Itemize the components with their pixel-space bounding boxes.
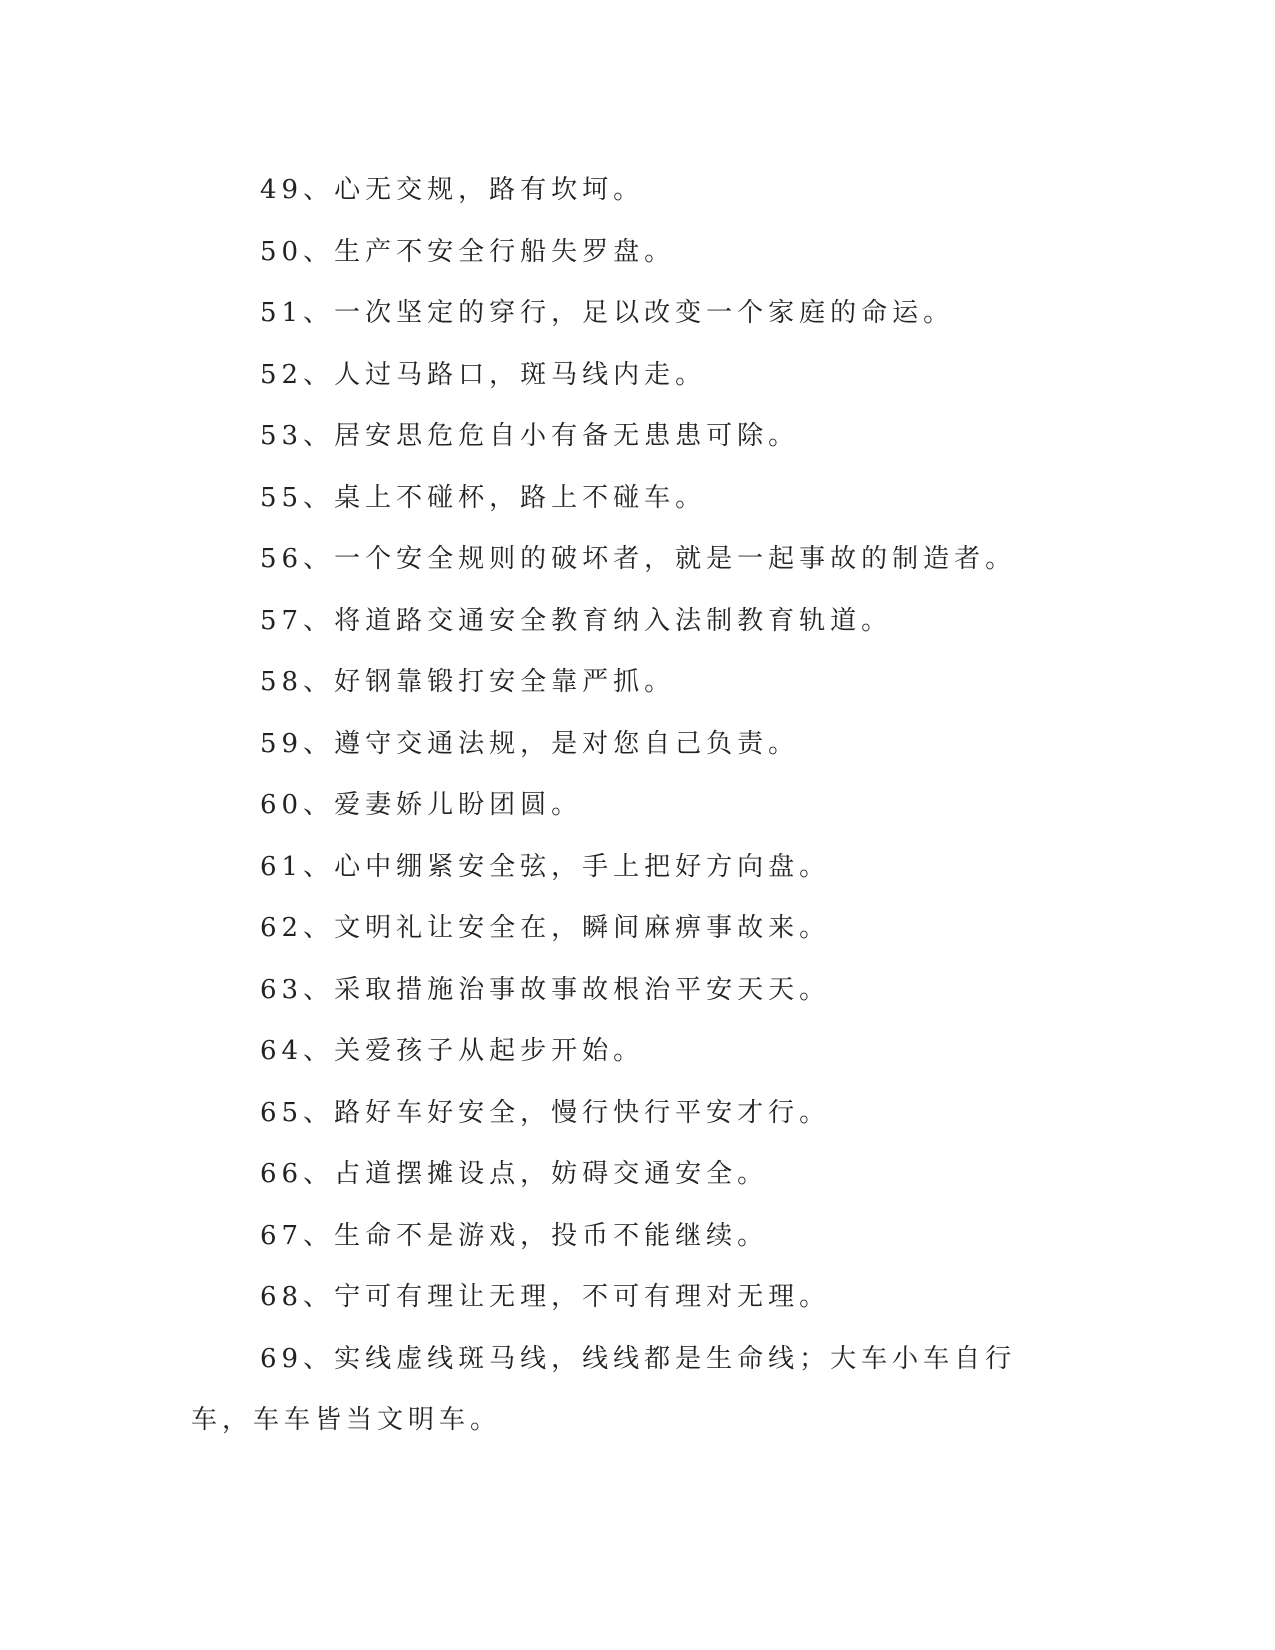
list-item: 68、宁可有理让无理，不可有理对无理。 — [260, 1282, 831, 1312]
list-item: 49、心无交规，路有坎坷。 — [260, 175, 645, 205]
list-item: 61、心中绷紧安全弦，手上把好方向盘。 — [260, 851, 831, 882]
document-body — [191, 160, 1071, 1452]
list-item: 52、人过马路口，斑马线内走。 — [260, 359, 707, 390]
list-item: 50、生产不安全行船失罗盘。 — [260, 236, 676, 267]
list-item: 55、桌上不碰杯，路上不碰车。 — [260, 482, 707, 513]
list-item: 57、将道路交通安全教育纳入法制教育轨道。 — [260, 605, 893, 636]
list-item: 53、居安思危危自小有备无患患可除。 — [260, 421, 800, 451]
list-item: 63、采取措施治事故事故根治平安天天。 — [260, 974, 831, 1005]
list-item: 60、爱妻娇儿盼团圆。 — [260, 790, 583, 820]
list-item: 62、文明礼让安全在，瞬间麻痹事故来。 — [260, 913, 831, 943]
list-item: 56、一个安全规则的破坏者，就是一起事故的制造者。 — [260, 544, 1017, 574]
list-item: 65、路好车好安全，慢行快行平安才行。 — [260, 1097, 831, 1128]
list-item: 58、好钢靠锻打安全靠严抓。 — [260, 667, 676, 697]
list-item: 51、一次坚定的穿行，足以改变一个家庭的命运。 — [260, 298, 955, 328]
list-item: 59、遵守交通法规，是对您自己负责。 — [260, 728, 800, 759]
list-item: 64、关爱孩子从起步开始。 — [260, 1036, 645, 1066]
list-item: 67、生命不是游戏，投币不能继续。 — [260, 1220, 769, 1251]
list-item-last-paragraph: 69、实线虚线斑马线，线线都是生命线；大车小车自行车，车车皆当文明车。 — [191, 1343, 1017, 1435]
list-item: 66、占道摆摊设点，妨碍交通安全。 — [260, 1159, 769, 1189]
